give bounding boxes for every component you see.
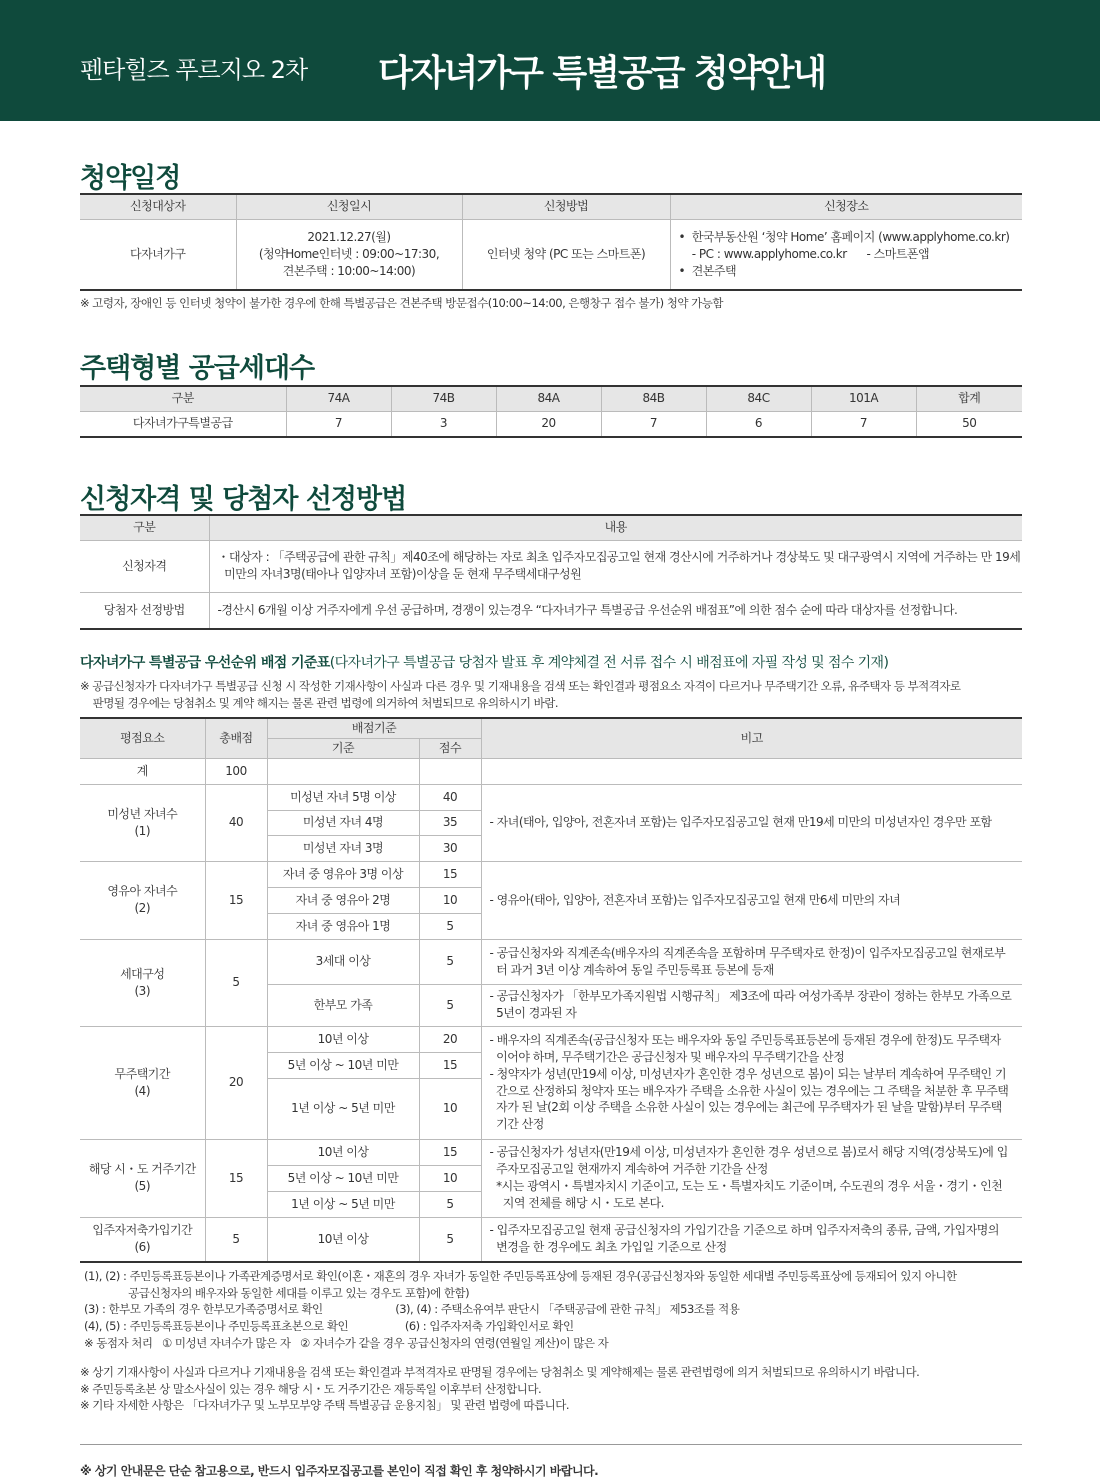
- score-points: 10: [419, 1078, 481, 1139]
- supply-header: 74B: [391, 386, 496, 411]
- supply-header: 84C: [706, 386, 811, 411]
- supply-header: 합계: [916, 386, 1022, 411]
- score-header-total: 총배점: [205, 718, 267, 758]
- score-factor: 미성년 자녀수 (1): [80, 784, 205, 861]
- score-basis: 자녀 중 영유아 3명 이상: [267, 861, 419, 887]
- score-points: 5: [419, 939, 481, 984]
- score-footnotes: (1), (2) : 주민등록표등본이나 가족관계증명서로 확인(이혼・재혼의 경우 자녀가 동일한 주민등록표상에 등재된 경우(공급신청자와 동일한 세대별 주민등록표상에 등재되어 있지 아니한 공급신청자의 배우자와 동일한 세대를 이루고 있는 경우도 포함)에 한함) (3) : 한부모 가족의 경우 한부모가족증명서로 확인 (3), (4) : 주택소유여부 판단시 「주택공급에 관한 규칙」 제53조를 적용 (4), (5) : 주민등록표등본이나 주민등록표초본으로 확인 (6) : 입주자저축 가입확인서로 확인 ※ 동점자 처리 ① 미성년 자녀수가 많은 자 ② 자녀수가 같을 경우 공급신청자의 연령(연월일 계산)이 많은 자: [84, 1269, 957, 1350]
- qualification-header: 내용: [209, 515, 1022, 540]
- score-points: 15: [419, 1052, 481, 1078]
- supply-header: 74A: [286, 386, 391, 411]
- schedule-note: ※ 고령자, 장애인 등 인터넷 청약이 불가한 경우에 한해 특별공급은 견본주택 방문접수(10:00~14:00, 은행창구 접수 불가) 청약 가능함: [80, 296, 723, 310]
- qualification-header: 구분: [80, 515, 209, 540]
- score-basis: 1년 이상 ~ 5년 미만: [267, 1191, 419, 1217]
- score-basis: 미성년 자녀 5명 이상: [267, 784, 419, 810]
- score-points: 10: [419, 887, 481, 913]
- qualification-content: ・대상자 : 「주택공급에 관한 규칙」제40조에 해당하는 자로 최초 입주자모집공고일 현재 경산시에 거주하거나 경상북도 및 대구광역시 지역에 거주하는 만 19세 미만의 자녀3명(태아나 입양자녀 포함)이상을 둔 현재 무주택세대구성원: [209, 540, 1022, 592]
- qualification-label: 신청자격: [80, 540, 209, 592]
- schedule-place: • 한국부동산원 ‘청약 Home’ 홈페이지 (www.applyhome.co.kr) - PC : www.applyhome.co.kr - 스마트폰앱 • 견본주택: [670, 219, 1022, 290]
- divider: [80, 1444, 1022, 1445]
- score-sum-label: 계: [80, 758, 205, 784]
- schedule-header: 신청장소: [670, 194, 1022, 219]
- score-basis: 자녀 중 영유아 2명: [267, 887, 419, 913]
- score-basis: 3세대 이상: [267, 939, 419, 984]
- score-basis: 1년 이상 ~ 5년 미만: [267, 1078, 419, 1139]
- supply-cell: 50: [916, 411, 1022, 437]
- qualification-content: -경산시 6개월 이상 거주자에게 우선 공급하며, 경쟁이 있는경우 “다자녀가구 특별공급 우선순위 배점표”에 의한 점수 순에 따라 대상자를 선정합니다.: [209, 592, 1022, 629]
- supply-title: 주택형별 공급세대수: [80, 353, 315, 384]
- score-basis: 10년 이상: [267, 1026, 419, 1052]
- score-header-factor: 평점요소: [80, 718, 205, 758]
- score-table: [80, 717, 1022, 1263]
- schedule-method: 인터넷 청약 (PC 또는 스마트폰): [462, 219, 670, 290]
- score-factor: 무주택기간 (4): [80, 1026, 205, 1139]
- score-remark: - 배우자의 직계존속(공급신청자 또는 배우자와 동일 주민등록표등본에 등재된 경우에 한정)도 무주택자 이어야 하며, 무주택기간은 공급신청자 및 배우자의 무주택기간을 산정 - 청약자가 성년(만19세 이상, 미성년자가 혼인한 경우 성년으로 봄)이 되는 날부터 계속하여 무주택인 기 간으로 산정하되 청약자 또는 배우자가 주택을 소유한 사실이 있는 경우에는 그 주택을 처분한 후 무주택 자가 된 날(2회 이상 주택을 소유한 사실이 있는 경우에는 최근에 무주택자가 된 날을 말함)부터 무주택 기간 산정: [481, 1026, 1022, 1139]
- score-points: 5: [419, 984, 481, 1026]
- score-basis: 10년 이상: [267, 1217, 419, 1262]
- title-banner: [0, 0, 1100, 121]
- score-points: 35: [419, 810, 481, 835]
- banner-title: 다자녀가구 특별공급 청약안내: [378, 53, 826, 94]
- schedule-target: 다자녀가구: [80, 219, 236, 290]
- score-factor: 입주자저축가입기간 (6): [80, 1217, 205, 1262]
- supply-header: 84A: [496, 386, 601, 411]
- banner-subtitle: 펜타힐즈 푸르지오 2차: [80, 56, 308, 84]
- supply-cell: 20: [496, 411, 601, 437]
- score-remark: - 공급신청자가 「한부모가족지원법 시행규칙」 제3조에 따라 여성가족부 장관이 정하는 한부모 가족으로 5년이 경과된 자: [481, 984, 1022, 1026]
- schedule-header: 신청일시: [236, 194, 462, 219]
- schedule-title: 청약일정: [80, 163, 181, 194]
- score-header-group: 배점기준: [267, 718, 481, 738]
- score-points: 15: [419, 861, 481, 887]
- qualification-title: 신청자격 및 당첨자 선정방법: [80, 484, 407, 515]
- score-basis: 5년 이상 ~ 10년 미만: [267, 1052, 419, 1078]
- score-remark: - 입주자모집공고일 현재 공급신청자의 가입기간을 기준으로 하며 입주자저축의 종류, 금액, 가입자명의 변경을 한 경우에도 최초 가입일 기준으로 산정: [481, 1217, 1022, 1262]
- score-remark: - 공급신청자가 성년자(만19세 이상, 미성년자가 혼인한 경우 성년으로 봄)로서 해당 지역(경상북도)에 입 주자모집공고일 현재까지 계속하여 거주한 기간을 산정 *시는 광역시・특별자치시 기준이고, 도는 도・특별자치도 기준이며, 수도권의 경우 서울・경기・인천 지역 전체를 해당 시・도로 본다.: [481, 1139, 1022, 1217]
- score-points: 30: [419, 835, 481, 861]
- supply-cell: 7: [601, 411, 706, 437]
- score-points: 15: [419, 1139, 481, 1165]
- score-total: 5: [205, 939, 267, 1026]
- score-total: 15: [205, 1139, 267, 1217]
- score-title: 다자녀가구 특별공급 우선순위 배점 기준표(다자녀가구 특별공급 당첨자 발표 후 계약체결 전 서류 접수 시 배점표에 자필 작성 및 점수 기재): [80, 655, 889, 671]
- schedule-datetime: 2021.12.27(월) (청약Home인터넷 : 09:00~17:30, 견본주택 : 10:00~14:00): [236, 219, 462, 290]
- score-header-points: 점수: [419, 738, 481, 758]
- score-points: 20: [419, 1026, 481, 1052]
- schedule-table: [80, 193, 1022, 291]
- score-total: 40: [205, 784, 267, 861]
- score-total: 15: [205, 861, 267, 939]
- score-total: 20: [205, 1026, 267, 1139]
- score-sum-total: 100: [205, 758, 267, 784]
- score-basis: 미성년 자녀 3명: [267, 835, 419, 861]
- score-points: 5: [419, 1217, 481, 1262]
- score-points: 40: [419, 784, 481, 810]
- score-remark: - 공급신청자와 직계존속(배우자의 직계존속을 포함하며 무주택자로 한정)이 입주자모집공고일 현재로부 터 과거 3년 이상 계속하여 동일 주민등록표 등본에 등재: [481, 939, 1022, 984]
- score-header-basis: 기준: [267, 738, 419, 758]
- qualification-label: 당첨자 선정방법: [80, 592, 209, 629]
- score-factor: 해당 시・도 거주기간 (5): [80, 1139, 205, 1217]
- supply-table: [80, 385, 1022, 438]
- supply-cell: 7: [811, 411, 916, 437]
- score-points: 5: [419, 913, 481, 939]
- score-basis: 5년 이상 ~ 10년 미만: [267, 1165, 419, 1191]
- score-total: 5: [205, 1217, 267, 1262]
- score-basis: 한부모 가족: [267, 984, 419, 1026]
- supply-cell: 7: [286, 411, 391, 437]
- bottom-notes: ※ 상기 기재사항이 사실과 다르거나 기재내용을 검색 또는 확인결과 부적격자로 판명될 경우에는 당첨취소 및 계약해제는 물론 관련법령에 의거 처벌되므로 유의하시기 바랍니다. ※ 주민등록초본 상 말소사실이 있는 경우 해당 시・도 거주기간은 재등록일 이후부터 산정합니다. ※ 기타 자세한 사항은 「다자녀가구 및 노부모부양 주택 특별공급 운용지침」 및 관련 법령에 따릅니다.: [80, 1365, 920, 1413]
- score-basis: 미성년 자녀 4명: [267, 810, 419, 835]
- score-notice: ※ 공급신청자가 다자녀가구 특별공급 신청 시 작성한 기재사항이 사실과 다른 경우 및 기재내용을 검색 또는 확인결과 평점요소 자격이 다르거나 무주택기간 오류, 유주택자 등 부적격자로 판명될 경우에는 당첨취소 및 계약 해지는 물론 관련 법령에 의거하여 처벌되므로 유의하시기 바람.: [80, 679, 961, 710]
- supply-cell: 3: [391, 411, 496, 437]
- schedule-header: 신청방법: [462, 194, 670, 219]
- final-note: ※ 상기 안내문은 단순 참고용으로, 반드시 입주자모집공고를 본인이 직접 확인 후 청약하시기 바랍니다.: [80, 1464, 599, 1478]
- score-basis: 자녀 중 영유아 1명: [267, 913, 419, 939]
- score-points: 5: [419, 1191, 481, 1217]
- score-factor: 영유아 자녀수 (2): [80, 861, 205, 939]
- score-header-remark: 비고: [481, 718, 1022, 758]
- score-remark: - 자녀(태아, 입양아, 전혼자녀 포함)는 입주자모집공고일 현재 만19세 미만의 미성년자인 경우만 포함: [481, 784, 1022, 861]
- score-factor: 세대구성 (3): [80, 939, 205, 1026]
- supply-header: 101A: [811, 386, 916, 411]
- score-remark: - 영유아(태아, 입양아, 전혼자녀 포함)는 입주자모집공고일 현재 만6세 미만의 자녀: [481, 861, 1022, 939]
- supply-header: 84B: [601, 386, 706, 411]
- supply-header: 구분: [80, 386, 286, 411]
- supply-cell: 다자녀가구특별공급: [80, 411, 286, 437]
- score-points: 10: [419, 1165, 481, 1191]
- schedule-header: 신청대상자: [80, 194, 236, 219]
- qualification-table: [80, 514, 1022, 630]
- score-basis: 10년 이상: [267, 1139, 419, 1165]
- supply-cell: 6: [706, 411, 811, 437]
